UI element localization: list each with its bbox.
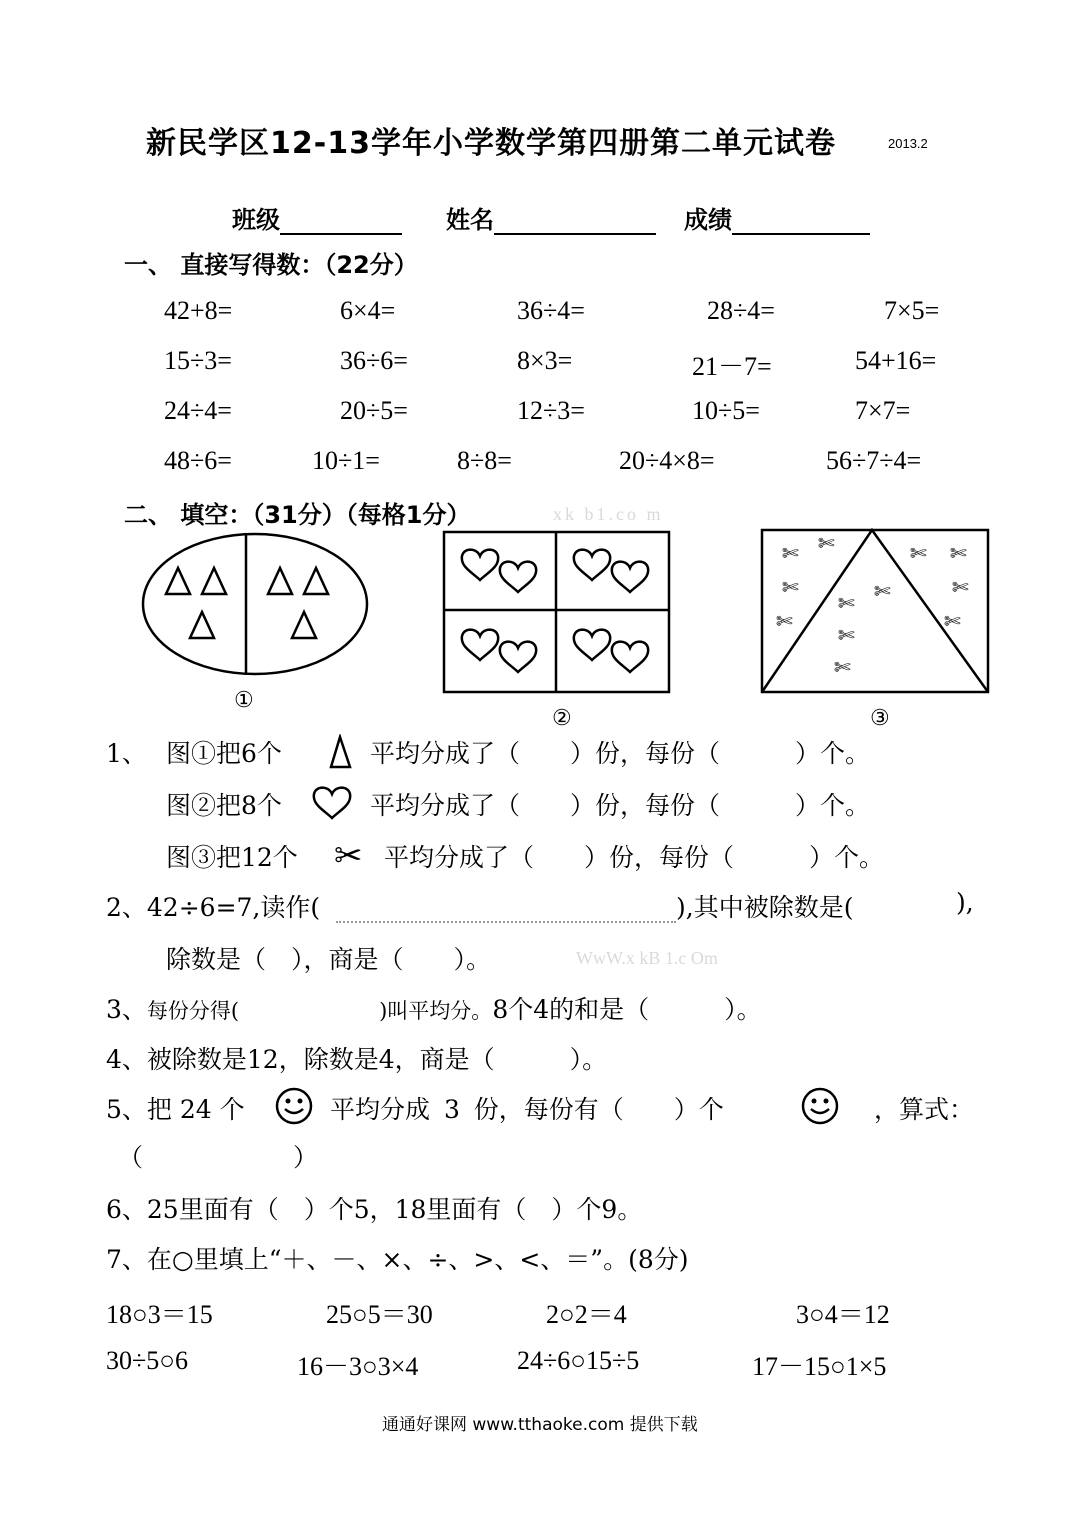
compare-2-1: 30÷5○6 <box>106 1346 188 1375</box>
scissors-icon: ✄ <box>782 575 799 599</box>
scissors-icon: ✄ <box>944 609 961 633</box>
q1-number: 1、 <box>106 739 147 768</box>
q3-part-b: )叫平均分。 <box>379 999 493 1023</box>
q3-part-c: 8个4的和是（ ）。 <box>492 995 762 1024</box>
scissors-icon: ✄ <box>874 579 891 603</box>
triangle-icon <box>268 568 292 594</box>
calc-2-5: 54+16= <box>855 346 937 375</box>
score-field <box>684 200 870 235</box>
q2-line2: 除数是（ ），商是（ ）。 <box>166 945 492 974</box>
calc-4-4: 20÷4×8= <box>619 446 715 475</box>
q7-heading: 7、在○里填上“＋、－、×、÷、>、<、＝”。(8分) <box>106 1245 689 1274</box>
figure-2-hearts <box>442 530 672 696</box>
score-label: 成绩 <box>684 206 732 234</box>
footer-text: 通通好课网 www.tthaoke.com 提供下载 <box>382 1415 698 1435</box>
calc-1-1: 42+8= <box>164 296 233 325</box>
heart-icon <box>574 630 610 660</box>
scissors-icon: ✄ <box>910 541 927 565</box>
heart-icon <box>500 562 536 592</box>
name-label: 姓名 <box>446 206 494 234</box>
heart-icon <box>462 550 498 580</box>
calc-4-2: 10÷1= <box>312 446 380 475</box>
compare-1-2: 25○5＝30 <box>326 1300 433 1329</box>
q1-line2-start: 图②把8个 <box>166 791 282 820</box>
calc-3-1: 24÷4= <box>164 396 232 425</box>
q2-blank-read[interactable] <box>336 908 676 927</box>
q5-formula-blank[interactable]: （ ） <box>118 1143 319 1172</box>
figure-2-label: ② <box>552 706 572 731</box>
section2-heading: 二、 填空：（31分）（每格1分） <box>124 501 471 529</box>
small-scissors-icon: ✂ <box>334 836 363 876</box>
figure-3-label: ③ <box>870 706 890 731</box>
watermark-top: xk b1.co m <box>553 504 664 524</box>
q3-number: 3、 <box>106 995 147 1024</box>
figure-3-scissors <box>760 528 992 696</box>
calc-1-3: 36÷4= <box>517 296 585 325</box>
watermark-mid: WwW.x kB 1.c Om <box>576 948 718 968</box>
calc-1-2: 6×4= <box>340 296 396 325</box>
calc-3-3: 12÷3= <box>517 396 585 425</box>
scissors-icon: ✄ <box>834 655 851 679</box>
q5-part-a: 5、把 24 个 <box>106 1095 245 1124</box>
page-title <box>146 118 836 162</box>
triangle-icon <box>202 568 226 594</box>
heart-icon <box>612 562 648 592</box>
calc-3-2: 20÷5= <box>340 396 408 425</box>
class-blank[interactable] <box>280 207 402 235</box>
calc-3-5: 7×7= <box>855 396 911 425</box>
q6: 6、25里面有（ ）个5，18里面有（ ）个9。 <box>106 1195 643 1224</box>
q2-line1-c: ), <box>956 888 974 917</box>
name-blank[interactable] <box>494 207 656 235</box>
class-field <box>232 200 402 235</box>
heart-icon <box>462 630 498 660</box>
calc-2-3: 8×3= <box>517 346 573 375</box>
scissors-icon: ✄ <box>952 575 969 599</box>
scissors-icon: ✄ <box>818 531 835 555</box>
compare-2-4: 17－15○1×5 <box>752 1352 887 1381</box>
score-blank[interactable] <box>732 207 870 235</box>
q1-line1-end: 平均分成了（ ）份，每份（ ）个。 <box>370 739 871 768</box>
calc-2-4: 21－7= <box>692 352 772 381</box>
triangle-icon <box>304 568 328 594</box>
calc-4-1: 48÷6= <box>164 446 232 475</box>
figure-1-label: ① <box>234 688 254 713</box>
q1-line1-start: 图①把6个 <box>166 739 282 768</box>
scissors-icon: ✄ <box>950 541 967 565</box>
exam-date: 2013.2 <box>888 136 928 151</box>
compare-1-4: 3○4＝12 <box>796 1300 890 1329</box>
calc-1-4: 28÷4= <box>707 296 775 325</box>
title-text: 新民学区12-13学年小学数学第四册第二单元试卷 <box>146 126 836 161</box>
triangle-icon <box>166 568 190 594</box>
q1-line3-start: 图③把12个 <box>166 843 298 872</box>
calc-2-1: 15÷3= <box>164 346 232 375</box>
name-field <box>446 200 656 235</box>
q3 <box>106 990 762 1026</box>
calc-4-5: 56÷7÷4= <box>826 446 922 475</box>
q5-part-b: 平均分成 3 份，每份有（ ）个 <box>330 1095 724 1124</box>
heart-icon <box>574 550 610 580</box>
class-label: 班级 <box>232 206 280 234</box>
compare-1-3: 2○2＝4 <box>546 1300 627 1329</box>
figure-1-triangles <box>140 532 372 680</box>
calc-2-2: 36÷6= <box>340 346 408 375</box>
scissors-icon: ✄ <box>776 609 793 633</box>
calc-4-3: 8÷8= <box>457 446 512 475</box>
q1-line3-end: 平均分成了（ ）份，每份（ ）个。 <box>384 843 885 872</box>
small-triangle-icon <box>328 734 356 770</box>
section1-heading: 一、 直接写得数：（22分） <box>124 251 418 279</box>
calc-3-4: 10÷5= <box>692 396 760 425</box>
triangle-icon <box>292 612 316 638</box>
q1-line2-end: 平均分成了（ ）份，每份（ ）个。 <box>370 791 871 820</box>
calc-1-5: 7×5= <box>884 296 940 325</box>
triangle-icon <box>190 612 214 638</box>
heart-icon <box>500 642 536 672</box>
compare-2-3: 24÷6○15÷5 <box>517 1346 640 1375</box>
smiley-icon <box>274 1086 314 1126</box>
q5-part-c: ，算式： <box>874 1095 975 1124</box>
q4: 4、被除数是12，除数是4，商是（ ）。 <box>106 1045 608 1074</box>
q2-line1-b: ),其中被除数是( <box>676 893 854 922</box>
heart-icon <box>612 642 648 672</box>
compare-1-1: 18○3＝15 <box>106 1300 213 1329</box>
small-heart-icon <box>310 784 354 820</box>
q2-line1-a: 2、42÷6=7,读作( <box>106 893 321 922</box>
compare-2-2: 16－3○3×4 <box>297 1352 419 1381</box>
q3-part-a: 每份分得( <box>146 999 240 1023</box>
scissors-icon: ✄ <box>782 541 799 565</box>
smiley-icon <box>800 1086 840 1126</box>
scissors-icon: ✄ <box>838 591 855 615</box>
scissors-icon: ✄ <box>838 623 855 647</box>
